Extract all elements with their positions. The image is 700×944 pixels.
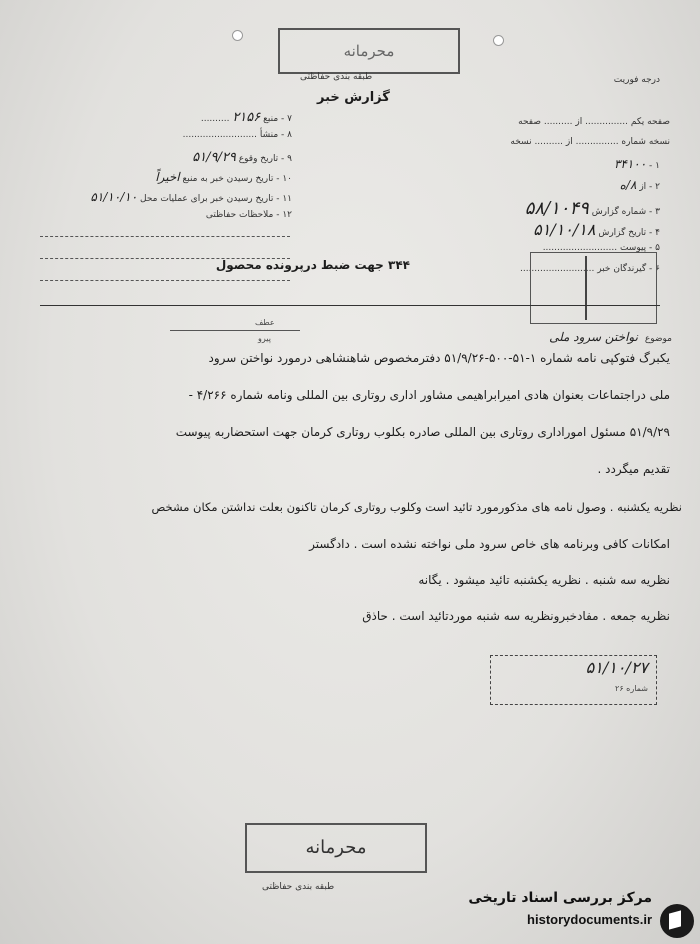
- dash-line-3: [40, 280, 290, 281]
- archive-note: ۳۴۴ جهت ضبط درپرونده محصول: [215, 258, 410, 272]
- field-5-attachment: ۵ - پیوست ..........................: [542, 243, 660, 253]
- dash-line-1: [40, 236, 290, 237]
- recipients-box: [530, 252, 657, 324]
- field-2-from: ۲ - از ۸/ه: [619, 178, 660, 192]
- body-line-2: ملی دراجتماعات بعنوان هادی امیرابراهیمی مشاور اداری روتاری بین المللی ونامه شماره ۴/۲۶۶ -: [188, 388, 670, 402]
- archive-logo-icon: [660, 904, 694, 938]
- field-4-report-date: ۴ - تاریخ گزارش ۵۱/۱۰/۱۸: [533, 220, 660, 239]
- reference-line: [170, 330, 300, 331]
- reference-label: عطف: [255, 318, 275, 327]
- field-11-arrival-operations: ۱۱ - تاریخ رسیدن خبر برای عملیات محل ۵۱/۱۰/۱۰: [90, 190, 292, 204]
- body-line-6: امکانات کافی وبرنامه های خاص سرود ملی نواخته نشده است . دادگستر: [309, 537, 670, 551]
- report-title: گزارش خبر: [317, 90, 390, 105]
- body-line-4: تقدیم میگردد .: [597, 462, 670, 476]
- body-line-7: نظریه سه شنبه . نظریه یکشنبه تائید میشود . یگانه: [418, 573, 670, 587]
- priority-label: درجه فوریت: [613, 75, 660, 85]
- received-stamp-date: ۵۱/۱۰/۲۷: [585, 658, 648, 677]
- top-confidential-stamp: محرمانه: [278, 28, 460, 74]
- received-stamp-number: شماره ۲۶: [615, 684, 648, 693]
- footer-url[interactable]: historydocuments.ir: [527, 912, 652, 927]
- field-9-event-date: ۹ - تاریخ وقوع ۵۱/۹/۲۹: [192, 150, 292, 165]
- dash-line-2: [40, 258, 290, 259]
- field-1: ۱ - ۳۴۱۰۰: [613, 157, 660, 171]
- body-line-8: نظریه جمعه . مفادخبرونظریه سه شنبه موردتائید است . حاذق: [362, 609, 670, 623]
- body-line-1: یکبرگ فتوکپی نامه شماره ۱-۵۱-۵۰۰-۵۱/۹/۲۶ دفترمخصوص شاهنشاهی درمورد نواختن سرود: [208, 351, 670, 365]
- field-3-report-number: ۳ - شماره گزارش ۵۸/۱۰۴۹: [524, 198, 660, 219]
- field-copy-number: نسخه شماره ............... از .......... نسخه: [510, 137, 670, 147]
- punch-hole-left: [232, 30, 243, 41]
- received-stamp: [490, 655, 657, 705]
- footer-title: مرکز بررسی اسناد تاریخی: [468, 890, 652, 906]
- punch-hole-right: [493, 35, 504, 46]
- bottom-classification-label: طبقه بندی حفاظتی: [262, 882, 335, 892]
- body-line-5: نظریه یکشنبه . وصول نامه های مذکورمورد تائید است وکلوب روتاری کرمان تاکنون بعلت نداشتن مکان مشخص: [151, 500, 682, 514]
- body-line-3: ۵۱/۹/۲۹ مسئول اموراداری روتاری بین المللی صادره بکلوب روتاری کرمان جهت استحضاربه پیوست: [175, 425, 670, 439]
- field-12-security-notes: ۱۲ - ملاحظات حفاظتی: [205, 210, 292, 220]
- followup-label: پیرو: [258, 334, 271, 343]
- field-10-arrival-source: ۱۰ - تاریخ رسیدن خبر به منبع اخیراً: [155, 170, 292, 184]
- field-page: صفحه یکم ............... از .......... صفحه: [518, 117, 670, 127]
- field-8-origin: ۸ - منشأ ..........................: [182, 130, 292, 140]
- bottom-confidential-stamp: محرمانه: [245, 823, 427, 873]
- top-classification-label: طبقه بندی حفاظتی: [300, 72, 373, 82]
- recipients-box-divider: [585, 256, 587, 320]
- header-divider: [40, 305, 660, 306]
- subject-line: موضوع نواختن سرود ملی: [549, 330, 672, 344]
- field-6-recipients: ۶ - گیرندگان خبر ..........................: [519, 264, 660, 274]
- field-7-source: ۷ - منبع ۲۱۵۶ ..........: [200, 110, 292, 125]
